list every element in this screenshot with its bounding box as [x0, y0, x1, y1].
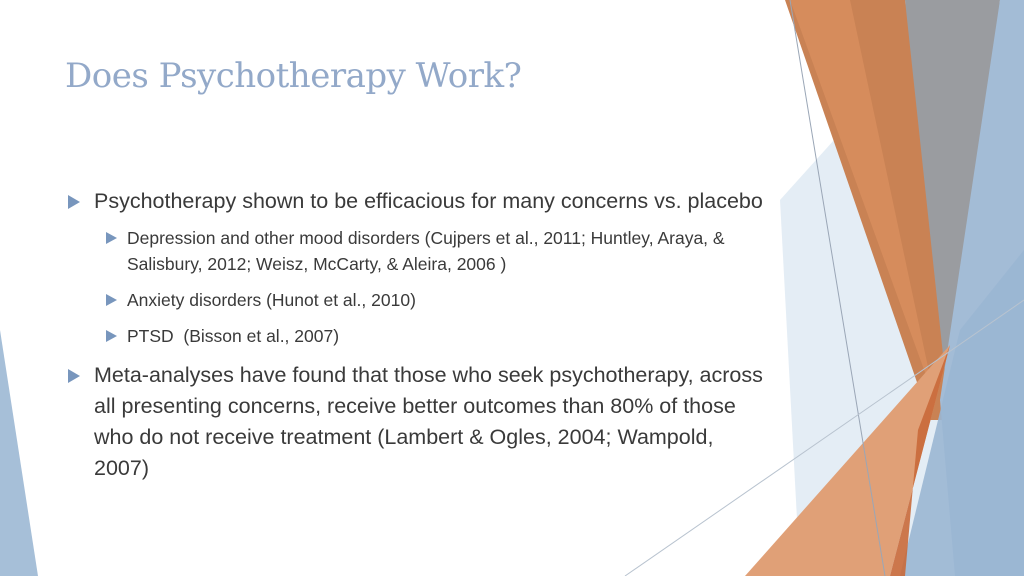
bullet-efficacy — [66, 186, 774, 217]
triangle-bullet-icon — [106, 330, 117, 342]
triangle-bullet-icon — [68, 369, 80, 383]
sub-bullet-depression — [104, 225, 767, 277]
sub-bullet-ptsd — [104, 323, 767, 349]
sub-bullet-text: Anxiety disorders (Hunot et al., 2010) — [127, 290, 416, 310]
triangle-bullet-icon — [68, 195, 80, 209]
bullet-text: Psychotherapy shown to be efficacious for many concerns vs. placebo — [94, 189, 763, 213]
triangle-bullet-icon — [106, 232, 117, 244]
sub-bullet-text: Depression and other mood disorders (Cujpers et al., 2011; Huntley, Araya, & Salisbury, 2012; Weisz, McCarty, & Aleira, 2006 ) — [127, 228, 725, 274]
bullet-meta-analyses — [66, 360, 774, 484]
slide-title: Does Psychotherapy Work? — [65, 56, 522, 96]
slide-body — [66, 186, 786, 484]
facet-left-edge — [0, 330, 38, 576]
triangle-bullet-icon — [106, 294, 117, 306]
sub-bullet-text: PTSD (Bisson et al., 2007) — [127, 326, 340, 346]
sub-bullet-anxiety — [104, 287, 767, 313]
bullet-text: Meta-analyses have found that those who seek psychotherapy, across all presenting concerns, receive better outcomes than 80% of those who do not receive treatment (Lambert & Ogles, 2004; Wampold, 2007) — [94, 363, 763, 480]
